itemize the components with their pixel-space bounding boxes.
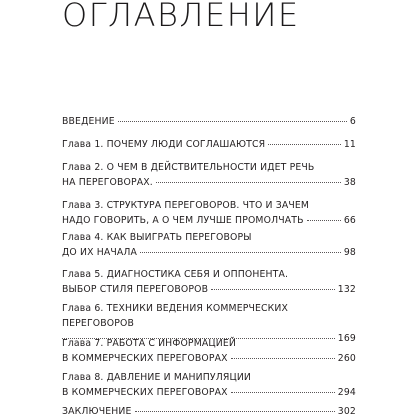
- toc-entry-introduction[interactable]: [62, 114, 356, 129]
- toc-entry-title-cont: В КОММЕРЧЕСКИХ ПЕРЕГОВОРАХ: [62, 387, 228, 398]
- dot-leader: [135, 411, 335, 412]
- toc-entry-title: ЗАКЛЮЧЕНИЕ: [62, 406, 132, 417]
- dot-leader: [118, 121, 347, 122]
- dot-leader: [231, 358, 335, 359]
- toc-entry-title: Глава 2. О ЧЕМ В ДЕЙСТВИТЕЛЬНОСТИ ИДЕТ РЕЧЬ: [62, 162, 315, 173]
- toc-entry-title-cont: ПЕРЕГОВОРОВ: [62, 318, 134, 329]
- toc-entry-chapter-4[interactable]: [62, 230, 356, 260]
- toc-page-number: 38: [343, 177, 356, 188]
- toc-page-number: 11: [343, 139, 356, 150]
- dot-leader: [211, 289, 335, 290]
- dot-leader: [231, 392, 335, 393]
- toc-entry-chapter-7[interactable]: [62, 336, 356, 366]
- dot-leader: [156, 182, 341, 183]
- toc-entry-title-cont: НА ПЕРЕГОВОРАХ.: [62, 177, 153, 188]
- toc-entry-title: Глава 8. ДАВЛЕНИЕ И МАНИПУЛЯЦИИ: [62, 372, 252, 383]
- toc-page-number: 132: [337, 284, 356, 295]
- toc-page-number: 169: [337, 333, 356, 344]
- toc-entry-title: ВВЕДЕНИЕ: [62, 116, 115, 127]
- toc-entry-chapter-2[interactable]: [62, 160, 356, 190]
- dot-leader: [268, 144, 341, 145]
- dot-leader: [307, 220, 341, 221]
- toc-entry-title: Глава 6. ТЕХНИКИ ВЕДЕНИЯ КОММЕРЧЕСКИХ: [62, 303, 289, 314]
- toc-entry-title-cont: ВЫБОР СТИЛЯ ПЕРЕГОВОРОВ: [62, 284, 209, 295]
- toc-entry-title-cont: ДО ИХ НАЧАЛА: [62, 247, 138, 258]
- toc-entry-chapter-5[interactable]: [62, 267, 356, 297]
- toc-entry-title: Глава 3. СТРУКТУРА ПЕРЕГОВОРОВ. ЧТО И ЗАЧЕМ: [62, 200, 310, 211]
- toc-entry-title: Глава 4. КАК ВЫИГРАТЬ ПЕРЕГОВОРЫ: [62, 232, 252, 243]
- toc-entry-chapter-8[interactable]: [62, 370, 356, 400]
- dot-leader: [140, 252, 341, 253]
- toc-entry-title: Глава 7. РАБОТА С ИНФОРМАЦИЕЙ: [62, 338, 236, 349]
- toc-entry-conclusion[interactable]: [62, 404, 356, 419]
- page-title: ОГЛАВЛЕНИЕ: [62, 0, 300, 34]
- toc-page-number: 260: [337, 353, 356, 364]
- toc-entry-chapter-1[interactable]: [62, 137, 356, 152]
- toc-entry-title-cont: В КОММЕРЧЕСКИХ ПЕРЕГОВОРАХ: [62, 353, 228, 364]
- toc-page-number: 66: [343, 215, 356, 226]
- toc-page-number: 294: [337, 387, 356, 398]
- toc-entry-title: Глава 5. ДИАГНОСТИКА СЕБЯ И ОППОНЕНТА.: [62, 269, 289, 280]
- toc-page-number: 6: [349, 116, 356, 127]
- toc-entry-title-cont: НАДО ГОВОРИТЬ, А О ЧЕМ ЛУЧШЕ ПРОМОЛЧАТЬ: [62, 215, 304, 226]
- toc-page-number: 302: [337, 406, 356, 417]
- toc-entry-chapter-3[interactable]: [62, 198, 356, 228]
- toc-entry-title: Глава 1. ПОЧЕМУ ЛЮДИ СОГЛАШАЮТСЯ: [62, 139, 266, 150]
- toc-page-number: 98: [343, 247, 356, 258]
